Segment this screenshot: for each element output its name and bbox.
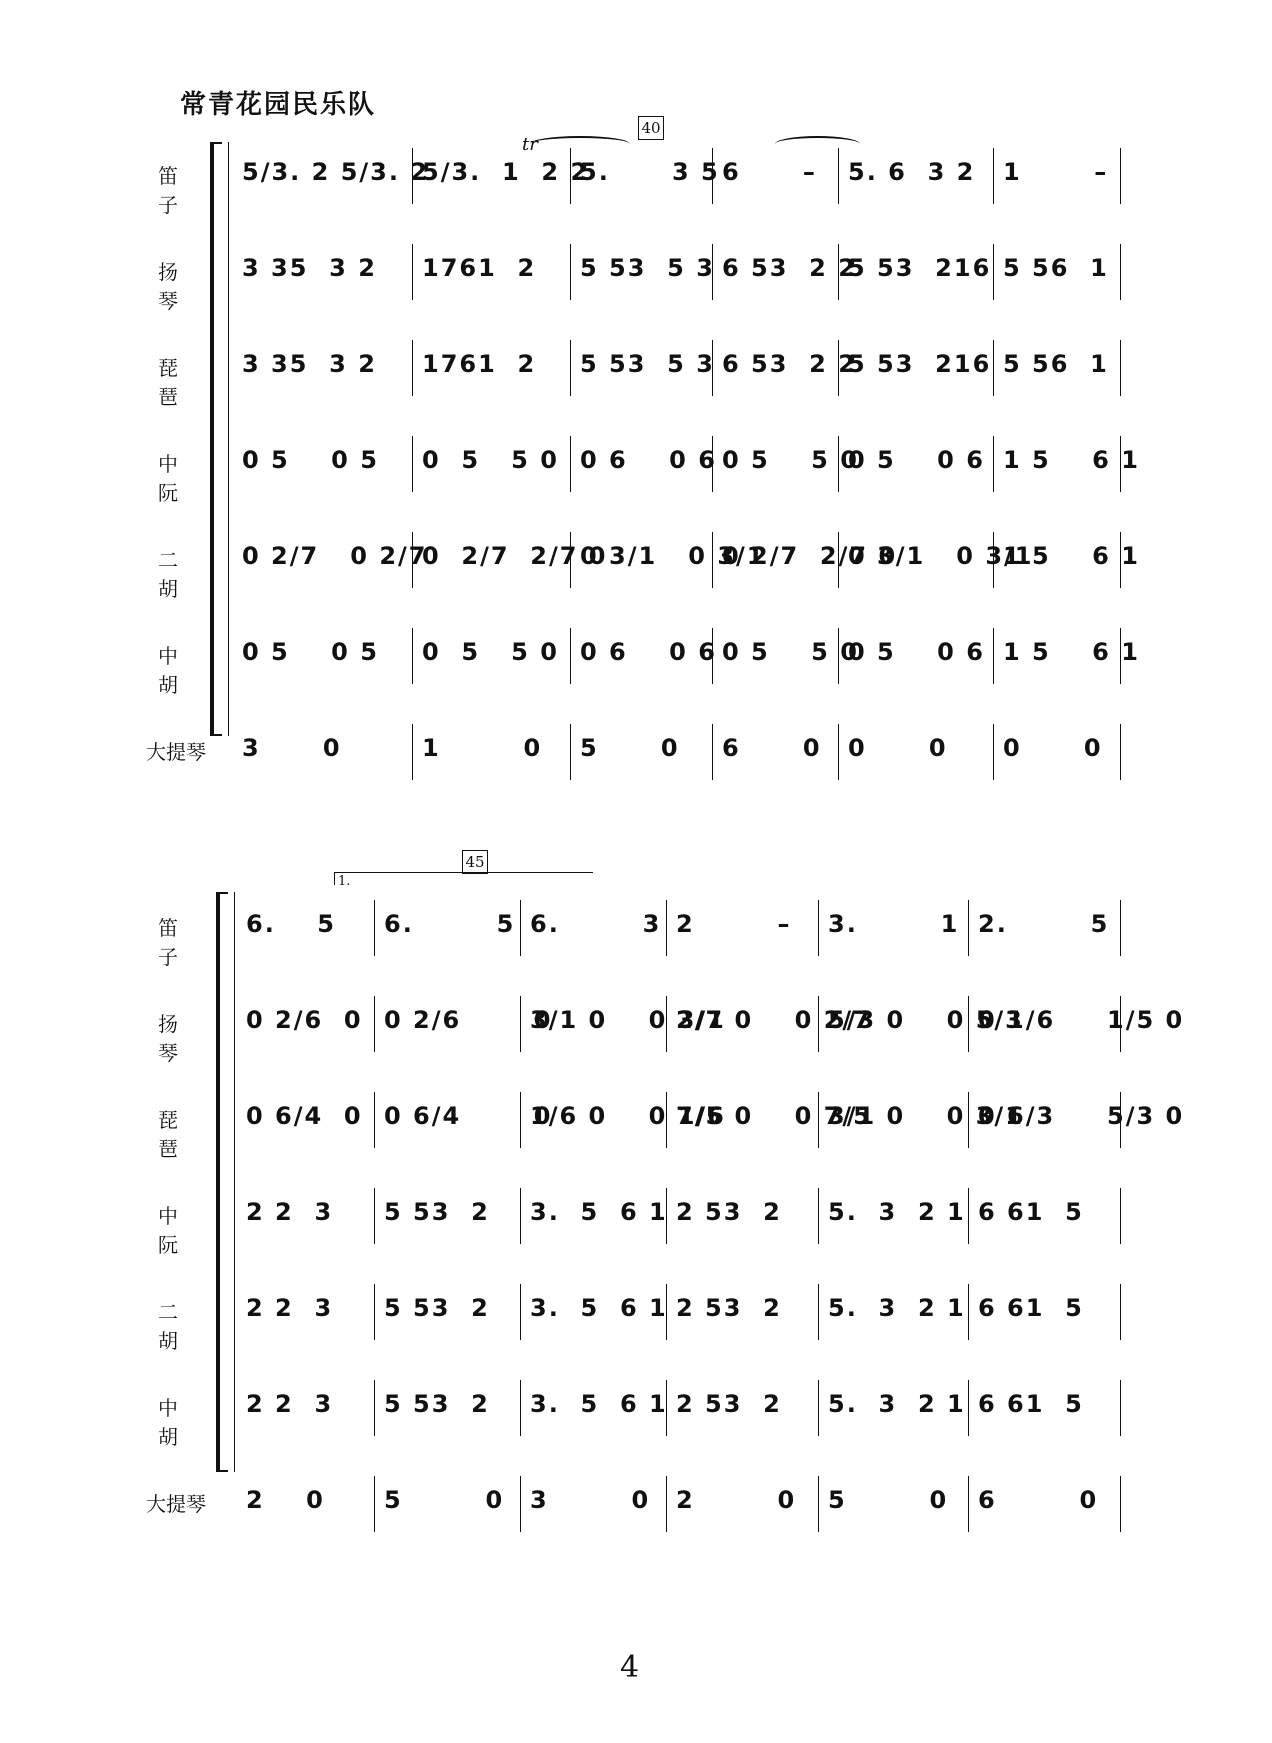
measure: 0 6/3 5/3 0 — [978, 1102, 1185, 1130]
staff-row — [0, 628, 1272, 688]
measure: 5 53 216 — [848, 350, 992, 378]
measure: 3 0 — [530, 1486, 651, 1514]
barline — [666, 996, 667, 1052]
measure: 6. 5 — [384, 910, 516, 938]
measure: 2 – — [676, 910, 792, 938]
barline — [1120, 1188, 1121, 1244]
measure: 0 6/4 0 — [384, 1102, 553, 1130]
barline — [412, 724, 413, 780]
barline — [374, 1092, 375, 1148]
barline — [520, 1476, 521, 1532]
barline — [838, 532, 839, 588]
measure: 3. 5 6 1 — [530, 1390, 668, 1418]
instrument-label: 二 胡 — [158, 548, 242, 601]
barline — [712, 340, 713, 396]
measure: 5 0 — [384, 1486, 505, 1514]
barline — [1120, 724, 1121, 780]
barline — [1120, 1284, 1121, 1340]
barline — [570, 244, 571, 300]
barline — [838, 148, 839, 204]
staff-row — [0, 1188, 1272, 1248]
barline — [818, 1092, 819, 1148]
measure: 0 6 0 6 — [580, 446, 717, 474]
measure: 5 0 — [828, 1486, 949, 1514]
staff-row — [0, 340, 1272, 400]
barline — [1120, 340, 1121, 396]
measure: 5 53 5 3 — [580, 254, 715, 282]
barline — [520, 1188, 521, 1244]
measure: 5. 3 2 1 — [828, 1294, 966, 1322]
measure: 0 2/7 0 2/7 — [242, 542, 428, 570]
measure: 5 53 2 — [384, 1294, 490, 1322]
instrument-label: 中 阮 — [158, 1204, 242, 1257]
barline — [570, 340, 571, 396]
measure: 0 0 — [848, 734, 948, 762]
barline — [374, 1188, 375, 1244]
barline — [712, 436, 713, 492]
barline — [1120, 628, 1121, 684]
staff-row — [0, 148, 1272, 208]
measure: 0 5 5 0 — [722, 446, 859, 474]
page-number: 4 — [620, 1650, 640, 1685]
measure: 2 2 3 — [246, 1198, 334, 1226]
measure: 5 56 1 — [1003, 254, 1109, 282]
barline — [993, 148, 994, 204]
measure: 2 53 2 — [676, 1390, 782, 1418]
staff-row — [0, 724, 1272, 784]
measure: 0 1/6 1/5 0 — [978, 1006, 1185, 1034]
barline — [712, 532, 713, 588]
barline — [570, 532, 571, 588]
measure: 3 35 3 2 — [242, 350, 377, 378]
instrument-label: 大提琴 — [146, 1492, 206, 1516]
barline — [412, 340, 413, 396]
measure: 1 5 6 1 — [1003, 638, 1140, 666]
measure: 2 0 — [676, 1486, 797, 1514]
staff-row — [0, 1380, 1272, 1440]
measure: 1/6 0 0 1/6 — [530, 1102, 726, 1130]
barline — [412, 148, 413, 204]
barline — [1120, 148, 1121, 204]
barline — [1120, 244, 1121, 300]
rehearsal-mark: 45 — [462, 850, 488, 874]
measure: 5 53 216 — [848, 254, 992, 282]
measure: 6 – — [722, 158, 817, 186]
trill-mark: tr — [522, 134, 538, 155]
measure: 3. 5 6 1 — [530, 1198, 668, 1226]
barline — [570, 436, 571, 492]
measure: 2 0 — [246, 1486, 325, 1514]
measure: 5/3. 1 2 2 — [422, 158, 590, 186]
measure: 6. 3 — [530, 910, 662, 938]
measure: 3 35 3 2 — [242, 254, 377, 282]
barline — [1120, 1476, 1121, 1532]
barline — [570, 628, 571, 684]
instrument-label: 二 胡 — [158, 1300, 242, 1353]
barline — [818, 996, 819, 1052]
barline — [520, 996, 521, 1052]
volta-label: 1. — [338, 874, 351, 889]
barline — [993, 436, 994, 492]
barline — [968, 1284, 969, 1340]
barline — [520, 1380, 521, 1436]
measure: 6 0 — [978, 1486, 1099, 1514]
measure: 0 5 5 0 — [422, 638, 559, 666]
staff-row — [0, 900, 1272, 960]
barline — [712, 148, 713, 204]
measure: 0 2/7 2/7 0 — [422, 542, 608, 570]
measure: 0 2/6 0 — [246, 1006, 363, 1034]
barline — [666, 1380, 667, 1436]
measure: 5. 3 5 — [580, 158, 720, 186]
barline — [838, 436, 839, 492]
barline — [666, 1284, 667, 1340]
measure: 0 5 0 6 — [848, 638, 985, 666]
staff-row — [0, 1284, 1272, 1344]
barline — [1120, 436, 1121, 492]
barline — [666, 1476, 667, 1532]
instrument-label: 笛 子 — [158, 916, 242, 969]
barline — [412, 244, 413, 300]
barline — [968, 1476, 969, 1532]
measure: 7/5 0 0 7/5 — [676, 1102, 872, 1130]
measure: 5 53 2 — [384, 1198, 490, 1226]
score-title: 常青花园民乐队 — [180, 90, 377, 120]
staff-row — [0, 1092, 1272, 1152]
measure: 5 53 2 — [384, 1390, 490, 1418]
instrument-label: 琵 琶 — [158, 356, 242, 409]
instrument-label: 中 阮 — [158, 452, 242, 505]
instrument-label: 扬 琴 — [158, 260, 242, 313]
barline — [838, 628, 839, 684]
measure: 0 6 0 6 — [580, 638, 717, 666]
barline — [712, 724, 713, 780]
measure: 5/3. 2 5/3. 2 — [242, 158, 430, 186]
barline — [838, 244, 839, 300]
barline — [374, 1476, 375, 1532]
barline — [374, 996, 375, 1052]
measure: 3 0 — [242, 734, 342, 762]
barline — [968, 1092, 969, 1148]
barline — [838, 340, 839, 396]
measure: 5/3 0 0 5/3 — [828, 1006, 1024, 1034]
barline — [818, 1476, 819, 1532]
measure: 6 61 5 — [978, 1390, 1084, 1418]
barline — [818, 1188, 819, 1244]
barline — [818, 1284, 819, 1340]
barline — [993, 628, 994, 684]
measure: 0 5 5 0 — [722, 638, 859, 666]
measure: 0 3/1 0 3/1 — [580, 542, 766, 570]
barline — [1120, 532, 1121, 588]
measure: 0 3/1 0 3/1 — [848, 542, 1034, 570]
measure: 6 61 5 — [978, 1294, 1084, 1322]
measure: 5. 3 2 1 — [828, 1390, 966, 1418]
barline — [412, 532, 413, 588]
barline — [666, 1092, 667, 1148]
barline — [374, 1284, 375, 1340]
barline — [993, 532, 994, 588]
barline — [1120, 900, 1121, 956]
instrument-label: 笛 子 — [158, 164, 242, 217]
measure: 0 2/7 2/7 0 — [722, 542, 898, 570]
measure: 1 5 6 1 — [1003, 542, 1140, 570]
barline — [968, 996, 969, 1052]
barline — [666, 1188, 667, 1244]
barline — [412, 436, 413, 492]
measure: 6 53 2 2 — [722, 350, 857, 378]
barline — [838, 724, 839, 780]
staff-row — [0, 996, 1272, 1056]
measure: 3. 1 — [828, 910, 960, 938]
barline — [968, 900, 969, 956]
staff-row — [0, 436, 1272, 496]
barline — [818, 900, 819, 956]
measure: 2 53 2 — [676, 1198, 782, 1226]
measure: 5. 3 2 1 — [828, 1198, 966, 1226]
barline — [1120, 1380, 1121, 1436]
barline — [1120, 996, 1121, 1052]
barline — [1120, 1092, 1121, 1148]
barline — [374, 1380, 375, 1436]
measure: 6 53 2 2 — [722, 254, 857, 282]
measure: 1761 2 — [422, 254, 537, 282]
instrument-label: 扬 琴 — [158, 1012, 242, 1065]
barline — [570, 148, 571, 204]
barline — [712, 628, 713, 684]
barline — [818, 1380, 819, 1436]
measure: 0 5 0 5 — [242, 638, 379, 666]
measure: 6 0 — [722, 734, 822, 762]
measure: 0 5 5 0 — [422, 446, 559, 474]
barline — [712, 244, 713, 300]
instrument-label: 琵 琶 — [158, 1108, 242, 1161]
measure: 0 2/6 0 — [384, 1006, 553, 1034]
barline — [993, 340, 994, 396]
measure: 2 53 2 — [676, 1294, 782, 1322]
measure: 5 0 — [580, 734, 680, 762]
staff-row — [0, 244, 1272, 304]
measure: 6 61 5 — [978, 1198, 1084, 1226]
measure: 0 5 0 6 — [848, 446, 985, 474]
barline — [666, 900, 667, 956]
volta-bracket — [334, 872, 593, 885]
instrument-label: 大提琴 — [146, 740, 206, 764]
barline — [570, 724, 571, 780]
measure: 5. 6 3 2 — [848, 158, 976, 186]
measure: 1 5 6 1 — [1003, 446, 1140, 474]
barline — [993, 244, 994, 300]
barline — [993, 724, 994, 780]
barline — [374, 900, 375, 956]
barline — [968, 1188, 969, 1244]
instrument-label: 中 胡 — [158, 644, 242, 697]
measure: 2 2 3 — [246, 1390, 334, 1418]
measure: 0 0 — [1003, 734, 1103, 762]
barline — [520, 1092, 521, 1148]
rehearsal-mark: 40 — [638, 116, 664, 140]
measure: 1 – — [1003, 158, 1109, 186]
measure: 3/1 0 0 3/1 — [530, 1006, 726, 1034]
measure: 3/1 0 0 3/1 — [828, 1102, 1024, 1130]
measure: 1 0 — [422, 734, 543, 762]
measure: 2 2 3 — [246, 1294, 334, 1322]
measure: 2/7 0 0 2/7 — [676, 1006, 872, 1034]
staff-row — [0, 532, 1272, 592]
measure: 0 5 0 5 — [242, 446, 379, 474]
measure: 5 53 5 3 — [580, 350, 715, 378]
measure: 5 56 1 — [1003, 350, 1109, 378]
measure: 1761 2 — [422, 350, 537, 378]
barline — [520, 900, 521, 956]
measure: 3. 5 6 1 — [530, 1294, 668, 1322]
measure: 2. 5 — [978, 910, 1110, 938]
measure: 0 6/4 0 — [246, 1102, 363, 1130]
barline — [520, 1284, 521, 1340]
barline — [968, 1380, 969, 1436]
staff-row — [0, 1476, 1272, 1536]
barline — [412, 628, 413, 684]
measure: 6. 5 — [246, 910, 336, 938]
instrument-label: 中 胡 — [158, 1396, 242, 1449]
